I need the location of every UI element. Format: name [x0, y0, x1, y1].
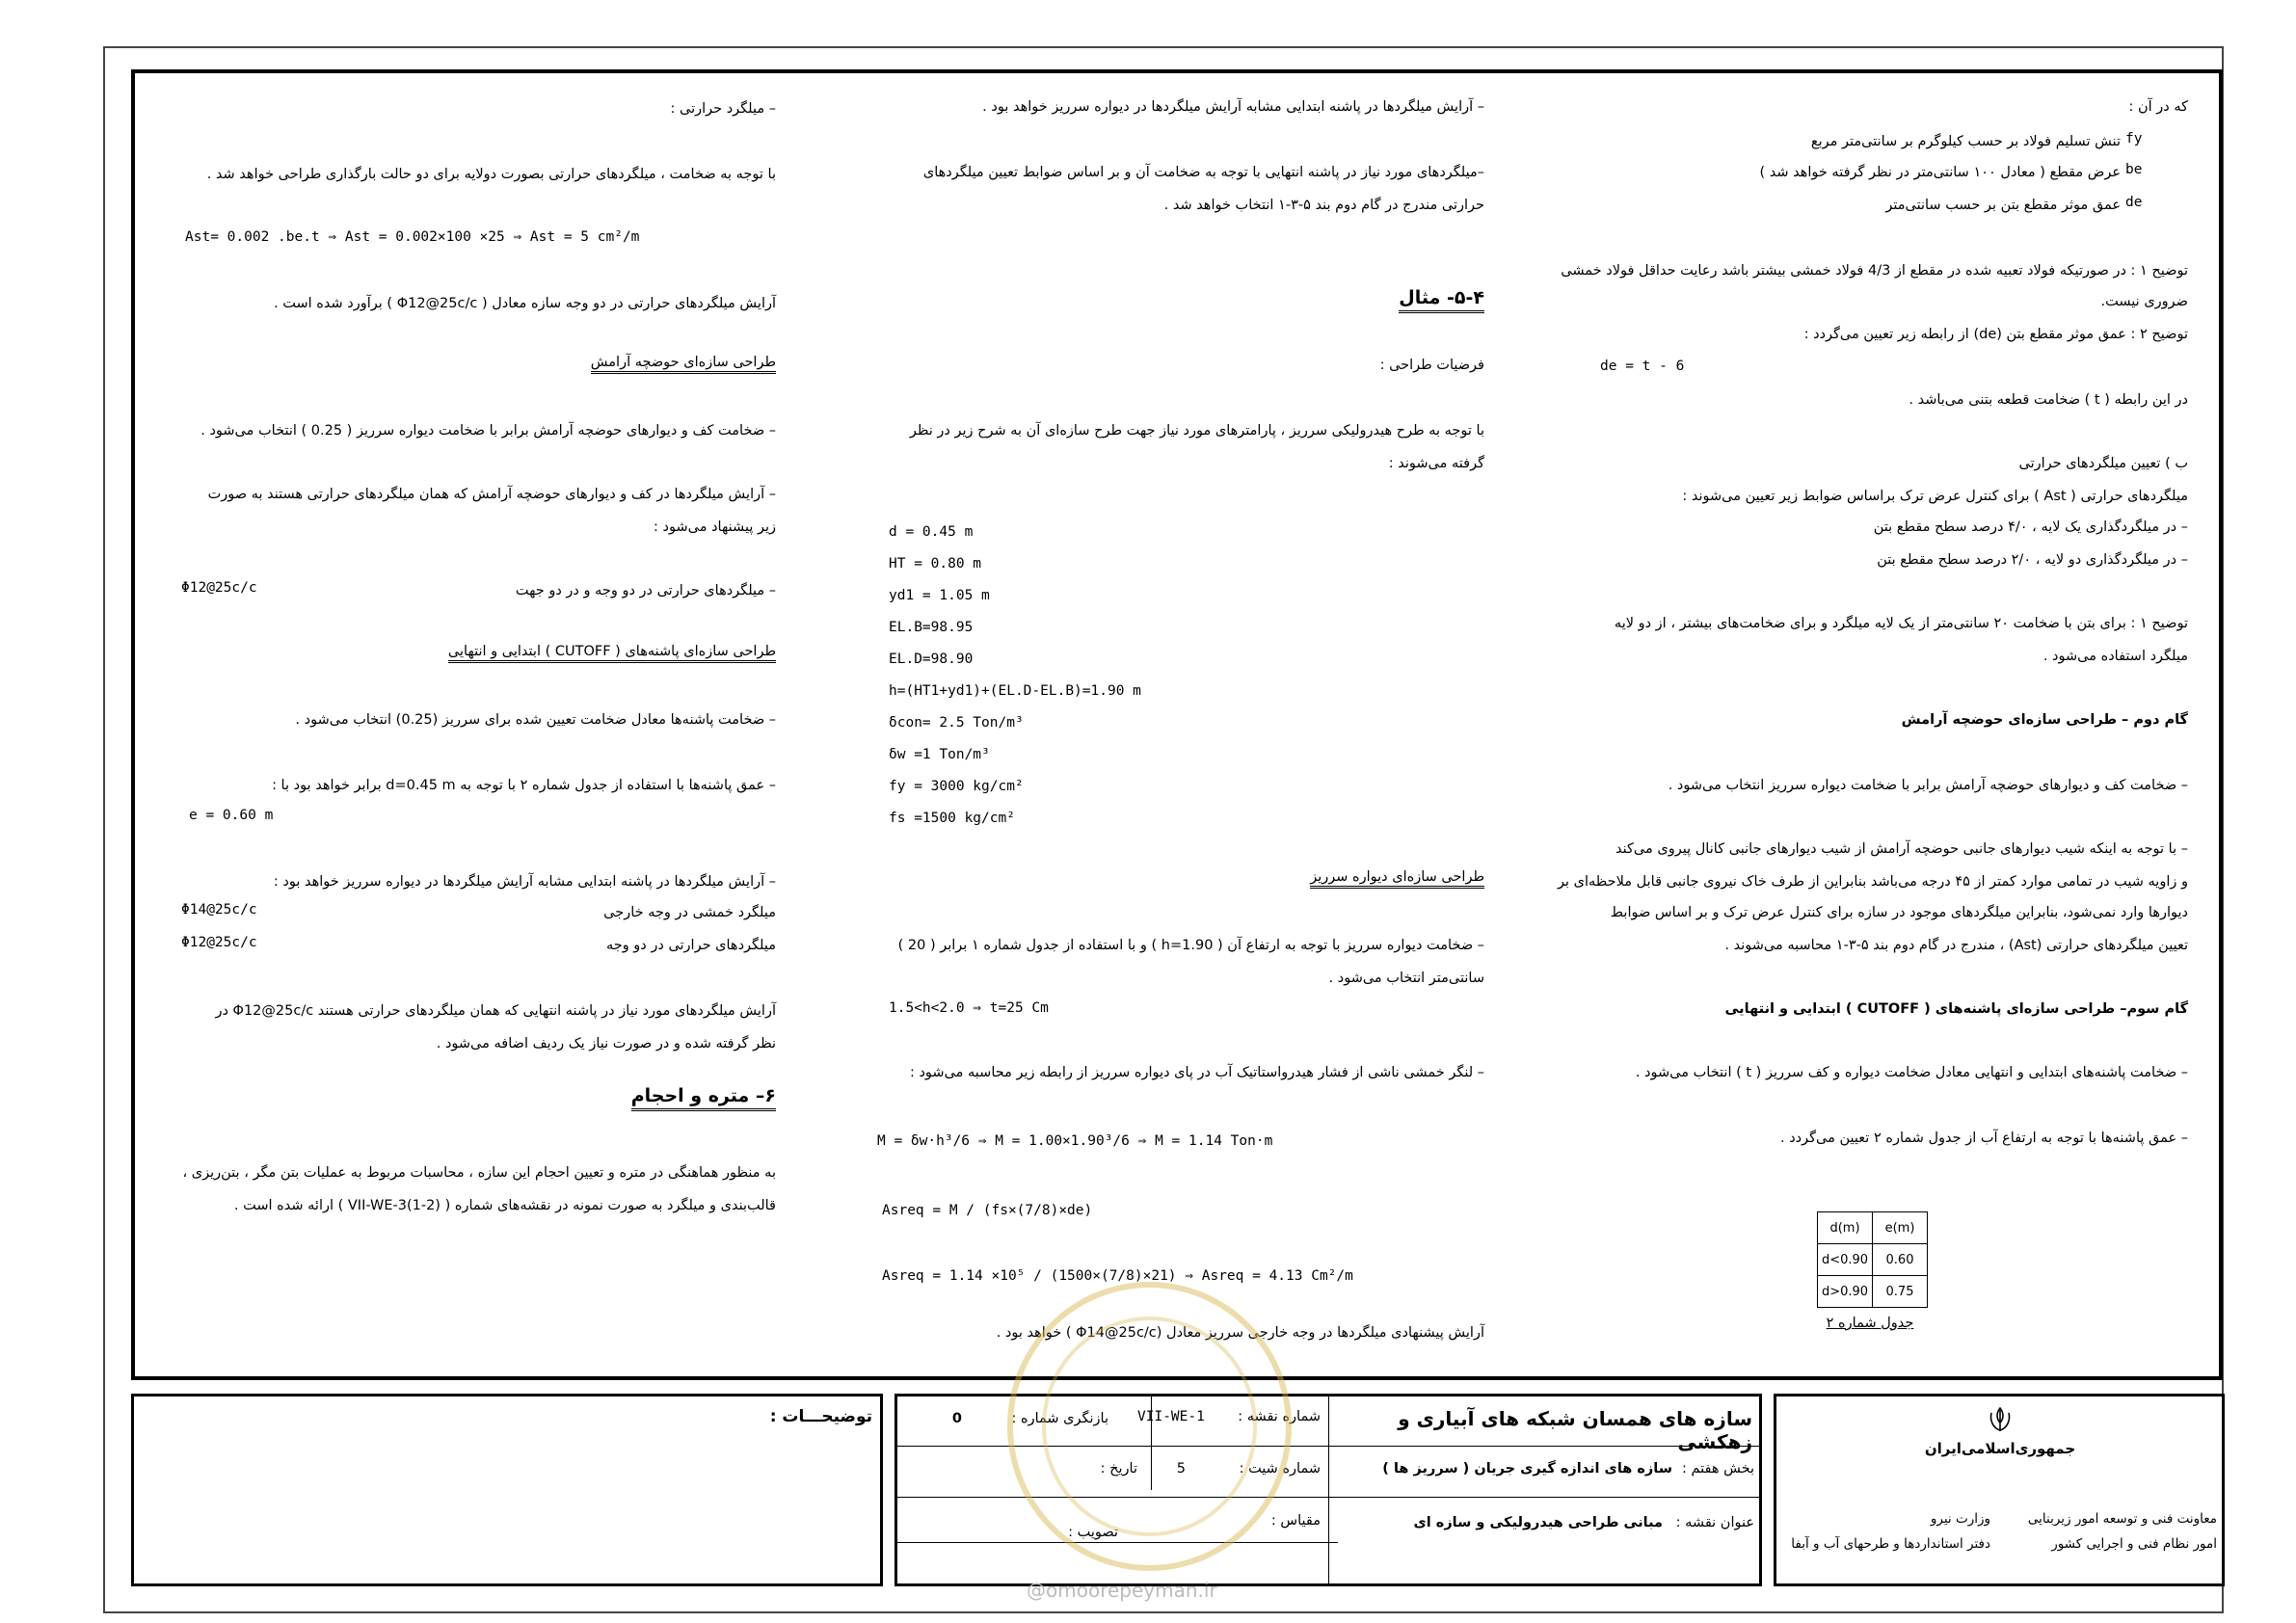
fy-symbol: fy	[2125, 131, 2143, 146]
approval-label: تصویب :	[1068, 1525, 1118, 1540]
left-p4b: زیر پیشنهاد می‌شود :	[654, 519, 776, 535]
step3-title: گام سوم– طراحی سازه‌ای پاشنه‌های ( CUTOFF ) ابتدایی و انتهایی	[1724, 1001, 2188, 1017]
thermal-rebar-value: Φ12@25c/c	[181, 580, 257, 596]
scale-label: مقیاس :	[1270, 1513, 1321, 1529]
note2-formula: de = t - 6	[1600, 359, 1685, 374]
left-p12b: قالب‌بندی و میلگرد به صورت نمونه در نقشه‌های شماره ( VII-WE-3(1-2) ) ارائه شده است .	[233, 1198, 776, 1213]
formula-thickness: 1.5<h<2.0 ⇒ t=25 Cm	[889, 1000, 1049, 1016]
left-p1: با توجه به ضخامت ، میلگردهای حرارتی بصورت دولایه برای دو حالت بارگذاری طراحی خواهد شد .	[206, 167, 776, 182]
thermal-1: میلگردهای حرارتی ( Ast ) برای کنترل عرض ترک براساس ضوابط زیر تعیین می‌شوند :	[1682, 489, 2188, 504]
wall-design-title: طراحی سازه‌ای دیواره سرریز	[1310, 869, 1484, 889]
assumptions-label: فرضیات طراحی :	[1379, 358, 1484, 373]
emblem-icon	[1986, 1405, 2015, 1434]
bending-rebar-value: Φ14@25c/c	[181, 902, 257, 918]
left-p8: – آرایش میلگردها در پاشنه ابتدایی مشابه آرایش میلگردها در دیواره سرریز خواهد بود :	[273, 874, 776, 890]
table-cell: d>0.90	[1818, 1276, 1873, 1308]
sheet-value: 5	[1176, 1461, 1186, 1477]
left-p10: میلگردهای حرارتی در دو وجه	[605, 938, 776, 953]
step2-title: گام دوم – طراحی سازه‌ای حوضچه آرامش	[1901, 712, 2188, 728]
ministry-line-1: وزارت نیرو	[1930, 1511, 1990, 1527]
thermal-2: – در میلگردگذاری یک لایه ، ۴/۰ درصد سطح مقطع بتن	[1873, 519, 2188, 535]
title-divider	[1328, 1394, 1329, 1586]
org-line-2: امور نظام فنی و اجرایی کشور	[2051, 1536, 2217, 1552]
params-list	[889, 517, 1141, 835]
formula-ast: Ast= 0.002 .be.t ⇒ Ast = 0.002×100 ×25 ⇒ Ast = 5 cm²/m	[185, 229, 640, 245]
project-title: سازه های همسان شبکه های آبیاری و زهکشی	[1398, 1407, 1752, 1453]
step2-2d: تعیین میلگردهای حرارتی (Ast) ، مندرج در گام دوم بند ۵-۳-۱ محاسبه می‌شوند .	[1724, 938, 2188, 953]
left-p11a: آرایش میلگردهای مورد نیاز در پاشنه انتهایی که همان میلگردهای حرارتی هستند Φ12@25c/c در	[215, 1003, 776, 1019]
mid-p3b: گرفته می‌شوند :	[1388, 456, 1484, 471]
country-name: جمهوری‌اسلامی‌ایران	[1924, 1440, 2076, 1457]
watermark-seal-icon	[1007, 1282, 1292, 1571]
section6-title: ۶– متره و احجام	[631, 1085, 776, 1111]
depth-table	[1817, 1211, 1928, 1308]
param-item: d = 0.45 m	[889, 524, 974, 540]
map-no: VII-WE-1	[1137, 1409, 1205, 1424]
mid-p3a: با توجه به طرح هیدرولیکی سرریز ، پارامترهای مورد نیاز جهت طرح سازه‌ای آن به شرح زیر در نظر	[909, 423, 1484, 439]
notes-label: توضیحـــات :	[769, 1407, 872, 1426]
left-p7: – عمق پاشنه‌ها با استفاده از جدول شماره ۲ با توجه به d=0.45 m برابر خواهد بود با :	[272, 778, 776, 793]
intro-text: که در آن :	[2128, 99, 2188, 115]
left-p3: – ضخامت کف و دیوارهای حوضچه آرامش برابر با ضخامت دیواره سرریز ( 0.25 ) انتخاب می‌شود .	[200, 423, 776, 439]
table-cell: d<0.90	[1818, 1244, 1873, 1276]
formula-as-value: Asreq = 1.14 ×10⁵ / (1500×(7/8)×21) ⇒ Asreq = 4.13 Cm²/m	[882, 1268, 1353, 1284]
watermark-url: @omoorepeyman.ir	[1027, 1579, 1217, 1602]
note1-b: ضروری نیست.	[2100, 294, 2188, 309]
map-no-label: شماره نقشه :	[1238, 1409, 1321, 1424]
left-p5: – میلگردهای حرارتی در دو وجه و در دو جهت	[515, 583, 776, 599]
table-row	[1818, 1276, 1928, 1308]
table-header-row	[1818, 1212, 1928, 1244]
left-p6: – ضخامت پاشنه‌ها معادل ضخامت تعیین شده برای سرریز (0.25) انتخاب می‌شود .	[295, 712, 776, 728]
left-p11b: نظر گرفته شده و در صورت نیاز یک ردیف اضافه می‌شود .	[436, 1036, 776, 1051]
example-title: ۵-۴- مثال	[1399, 287, 1484, 313]
drawing-title-label: عنوان نقشه :	[1675, 1515, 1754, 1530]
cutoff-depth-value: e = 0.60 m	[189, 808, 274, 823]
mid-p5: – لنگر خمشی ناشی از فشار هیدرواستاتیک آب در پای دیواره سرریز از رابطه زیر محاسبه می‌شود :	[909, 1065, 1484, 1080]
mid-p2b: حرارتی مندرج در گام دوم بند ۵-۳-۱ انتخاب خواهد شد .	[1163, 198, 1484, 213]
param-item: fs =1500 kg/cm²	[889, 811, 1015, 826]
mid-p1: – آرایش میلگردها در پاشنه ابتدایی مشابه آرایش میلگردها در دیواره سرریز خواهد بود .	[982, 99, 1484, 115]
date-label: تاریخ :	[1100, 1461, 1137, 1477]
left-p4a: – آرایش میلگردها در کف و دیوارهای حوضچه آرامش که همان میلگردهای حرارتی هستند به صورت	[207, 487, 776, 502]
section-name: سازه های اندازه گیری جریان ( سرریز ها )	[1382, 1461, 1672, 1477]
step2-2b: و زاویه شیب در تمامی موارد کمتر از ۴۵ درجه می‌باشد بنابراین از طرف خاک نیروی جانبی قابل ملاحظه‌ای بر	[1557, 874, 2188, 890]
step2-2a: – با توجه به اینکه شیب دیوارهای جانبی حوضچه آرامش از شیب دیوارهای جانبی کانال پیروی می‌کند	[1615, 841, 2188, 857]
thermal-head: – میلگرد حرارتی :	[670, 101, 776, 117]
step2-1: – ضخامت کف و دیوارهای حوضچه آرامش برابر با ضخامت دیواره سرریز انتخاب می‌شود .	[1668, 778, 2188, 793]
thermal-two-face-value: Φ12@25c/c	[181, 935, 257, 950]
note2: توضیح ۲ : عمق موثر مقطع بتن (de) از رابطه زیر تعیین می‌گردد :	[1803, 327, 2188, 342]
left-p2: آرایش میلگردهای حرارتی در دو وجه سازه معادل ( Φ12@25c/c ) برآورد شده است .	[274, 296, 776, 311]
table-header-e: e(m)	[1873, 1212, 1928, 1244]
left-p12a: به منظور هماهنگی در متره و تعیین احجام این سازه ، محاسبات مربوط به عملیات بتن مگر ، بتن‌ریزی ،	[182, 1165, 776, 1181]
param-item: EL.D=98.90	[889, 652, 974, 667]
basin-design-title: طراحی سازه‌ای حوضچه آرامش	[591, 355, 776, 374]
step3-1: – ضخامت پاشنه‌های ابتدایی و انتهایی معادل ضخامت دیواره و کف سرریز ( t ) انتخاب می‌شود .	[1635, 1065, 2188, 1080]
left-p9: میلگرد خمشی در وجه خارجی	[603, 905, 776, 920]
mid-p4a: – ضخامت دیواره سرریز با توجه به ارتفاع آن ( h=1.90 ) و با استفاده از جدول شماره ۱ برابر ( 20 )	[897, 938, 1484, 953]
step2-2c: دیوارها وارد نمی‌شود، بنابراین میلگردهای موجود در سازه برای کنترل عرض ترک و بر اساس ضوابط	[1610, 905, 2188, 920]
param-item: δcon= 2.5 Ton/m³	[889, 715, 1024, 731]
note3-b: میلگرد استفاده می‌شود .	[2042, 649, 2188, 664]
thermal-3: – در میلگردگذاری دو لایه ، ۲/۰ درصد سطح مقطع بتن	[1877, 552, 2188, 568]
table-caption: جدول شماره ۲	[1826, 1316, 1914, 1331]
cutoff-design-title: طراحی سازه‌ای پاشنه‌های ( CUTOFF ) ابتدایی و انتهایی	[448, 644, 776, 663]
mid-p4b: سانتی‌متر انتخاب می‌شود .	[1328, 971, 1484, 986]
be-def: عرض مقطع ( معادل ۱۰۰ سانتی‌متر در نظر گرفته خواهد شد )	[1759, 165, 2121, 180]
table-header-d: d(m)	[1818, 1212, 1873, 1244]
step3-2: – عمق پاشنه‌ها با توجه به ارتفاع آب از جدول شماره ۲ تعیین می‌گردد .	[1780, 1131, 2188, 1146]
param-item: δw =1 Ton/m³	[889, 747, 990, 762]
note2-b: در این رابطه ( t ) ضخامت قطعه بتنی می‌باشد .	[1909, 392, 2188, 408]
de-symbol: de	[2125, 195, 2143, 210]
table-row	[1818, 1244, 1928, 1276]
de-def: عمق موثر مقطع بتن بر حسب سانتی‌متر	[1885, 198, 2121, 213]
note3-a: توضیح ۱ : برای بتن با ضخامت ۲۰ سانتی‌متر از یک لایه میلگرد و برای ضخامت‌های بیشتر ، از دو لایه	[1614, 616, 2188, 631]
ministry-line-2: دفتر استانداردها و طرحهای آب و آبفا	[1791, 1536, 1990, 1552]
formula-moment: M = δw·h³/6 ⇒ M = 1.00×1.90³/6 ⇒ M = 1.14 Ton·m	[877, 1133, 1273, 1149]
param-item: EL.B=98.95	[889, 620, 974, 635]
org-line-1: معاونت فنی و توسعه امور زیربنایی	[2027, 1511, 2217, 1527]
table-cell: 0.75	[1873, 1276, 1928, 1308]
param-item: HT = 0.80 m	[889, 556, 982, 572]
thermal-title: ب ) تعیین میلگردهای حرارتی	[2018, 456, 2188, 471]
table-cell: 0.60	[1873, 1244, 1928, 1276]
revision-label: بازنگری شماره :	[1011, 1411, 1108, 1426]
param-item: h=(HT1+yd1)+(EL.D-EL.B)=1.90 m	[889, 683, 1141, 699]
section-label: بخش هفتم :	[1682, 1461, 1754, 1477]
mid-p6: آرایش پیشنهادی میلگردها در وجه خارجی سرریز معادل (Φ14@25c/c ) خواهد بود .	[996, 1325, 1484, 1341]
fy-def: تنش تسلیم فولاد بر حسب کیلوگرم بر سانتی‌متر مربع	[1810, 134, 2121, 149]
drawing-title: مبانی طراحی هیدرولیکی و سازه ای	[1413, 1515, 1663, 1530]
revision-value: 0	[951, 1411, 962, 1426]
be-symbol: be	[2125, 162, 2143, 177]
formula-as-req: Asreq = M / (fs×(7/8)×de)	[882, 1203, 1093, 1218]
sheet-label: شماره شیت :	[1239, 1461, 1321, 1477]
note1-a: توضیح ۱ : در صورتیکه فولاد تعبیه شده در مقطع از 4/3 فولاد خمشی بیشتر باشد رعایت حداقل فولاد خمشی	[1561, 263, 2188, 279]
param-item: yd1 = 1.05 m	[889, 588, 990, 603]
param-item: fy = 3000 kg/cm²	[889, 779, 1024, 794]
mid-p2a: –میلگردهای مورد نیاز در پاشنه انتهایی با توجه به ضخامت آن و بر اساس ضوابط تعیین میلگردهای	[922, 165, 1484, 180]
